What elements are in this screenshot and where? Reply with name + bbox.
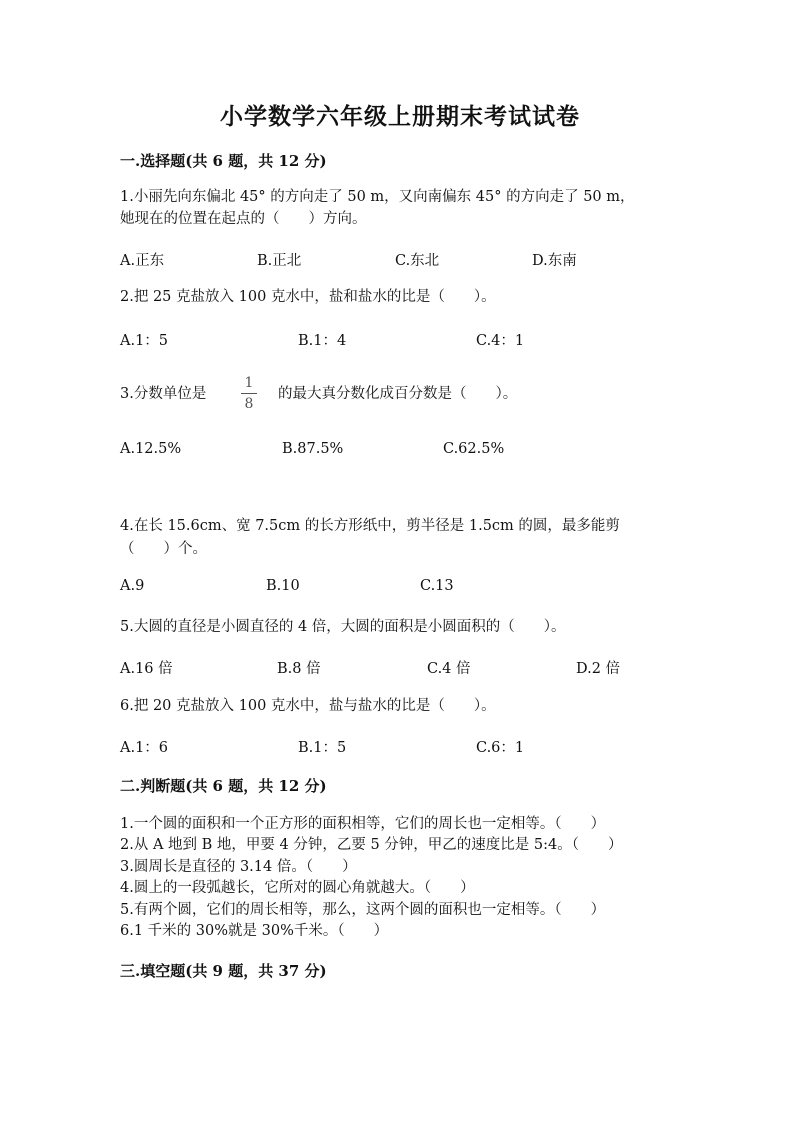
question-4-line-2: （ ）个。 (120, 541, 207, 557)
q1-option-d: D.东南 (532, 253, 577, 269)
q6-option-c: C.6：1 (476, 740, 525, 756)
q1-option-c: C.东北 (395, 253, 440, 269)
q3-option-a: A.12.5% (120, 441, 182, 457)
fraction-one-eighth (238, 375, 260, 412)
q5-option-b: B.8 倍 (277, 661, 321, 677)
q3-option-b: B.87.5% (282, 441, 344, 457)
q4-option-b: B.10 (266, 578, 300, 594)
question-2: 2.把 25 克盐放入 100 克水中，盐和盐水的比是（ ）。 (120, 289, 496, 305)
section-heading-choice: 一.选择题(共 6 题，共 12 分) (120, 152, 327, 170)
q6-option-b: B.1：5 (298, 740, 347, 756)
page-title: 小学数学六年级上册期末考试试卷 (220, 103, 580, 130)
judgement-item: 3.圆周长是直径的 3.14 倍。（ ） (120, 859, 357, 875)
q4-option-a: A.9 (120, 578, 145, 594)
judgement-item: 6.1 千米的 30%就是 30%千米。（ ） (120, 923, 389, 939)
question-1-line-2: 她现在的位置在起点的（ ）方向。 (120, 211, 367, 227)
question-1-line-1: 1.小丽先向东偏北 45° 的方向走了 50 m，又向南偏东 45° 的方向走了 50 m， (120, 189, 635, 205)
judgement-item: 4.圆上的一段弧越长，它所对的圆心角就越大。（ ） (120, 880, 475, 896)
q2-option-a: A.1：5 (120, 333, 169, 349)
fraction-bar (241, 393, 257, 394)
q1-option-a: A.正东 (120, 253, 165, 269)
question-5: 5.大圆的直径是小圆直径的 4 倍，大圆的面积是小圆面积的（ ）。 (120, 619, 566, 635)
q3-option-c: C.62.5% (443, 441, 505, 457)
fraction-numerator: 1 (244, 375, 254, 391)
question-3-suffix: 的最大真分数化成百分数是（ ）。 (278, 386, 518, 402)
q1-option-b: B.正北 (257, 253, 302, 269)
q5-option-c: C.4 倍 (427, 661, 471, 677)
section-heading-judgement: 二.判断题(共 6 题，共 12 分) (120, 777, 327, 795)
section-heading-fill-in: 三.填空题(共 9 题，共 37 分) (120, 962, 327, 980)
judgement-item: 2.从 A 地到 B 地，甲要 4 分钟，乙要 5 分钟，甲乙的速度比是 5:4。（ ） (120, 837, 623, 853)
q2-option-c: C.4：1 (476, 333, 525, 349)
question-3-prefix: 3.分数单位是 (120, 386, 207, 402)
judgement-item: 5.有两个圆，它们的周长相等，那么，这两个圆的面积也一定相等。（ ） (120, 902, 606, 918)
q2-option-b: B.1：4 (298, 333, 347, 349)
q5-option-a: A.16 倍 (120, 661, 173, 677)
q6-option-a: A.1：6 (120, 740, 169, 756)
question-6: 6.把 20 克盐放入 100 克水中，盐与盐水的比是（ ）。 (120, 698, 496, 714)
question-4-line-1: 4.在长 15.6cm、宽 7.5cm 的长方形纸中，剪半径是 1.5cm 的圆，最多能剪 (120, 518, 620, 534)
judgement-item: 1.一个圆的面积和一个正方形的面积相等，它们的周长也一定相等。（ ） (120, 816, 606, 832)
fraction-denominator: 8 (244, 396, 254, 412)
q5-option-d: D.2 倍 (576, 661, 621, 677)
q4-option-c: C.13 (420, 578, 454, 594)
